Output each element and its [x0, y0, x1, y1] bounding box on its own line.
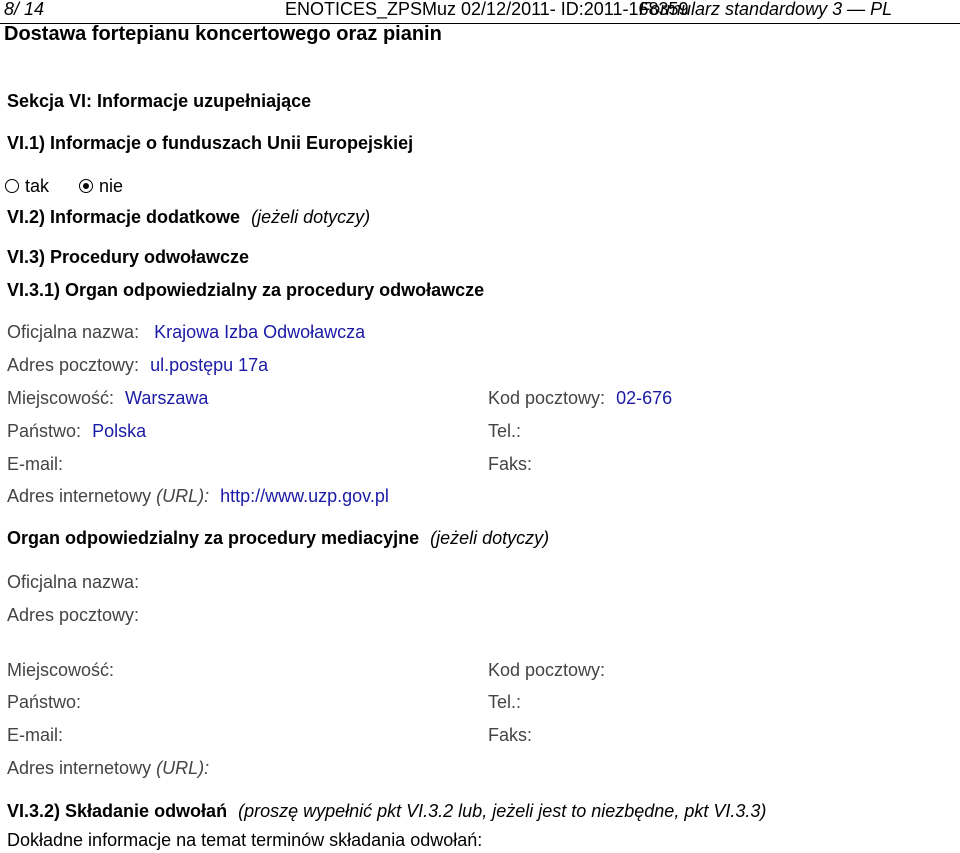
mediation-label: Organ odpowiedzialny za procedury mediacyjne — [7, 528, 420, 548]
city-value: Warszawa — [125, 388, 209, 408]
document-title: Dostawa fortepianu koncertowego oraz pianin — [4, 23, 442, 45]
med-postcode-label: Kod pocztowy: — [488, 660, 606, 680]
official-name-label: Oficjalna nazwa: — [7, 322, 140, 342]
vi2-note: (jeżeli dotyczy) — [251, 207, 371, 227]
radio-tak-label: tak — [25, 176, 50, 196]
eu-funds-options — [5, 176, 123, 197]
med-country-label: Państwo: — [7, 692, 82, 712]
med-official-name-label: Oficjalna nazwa: — [7, 572, 140, 592]
page-number: 8/ 14 — [4, 0, 45, 19]
mediation-heading — [7, 528, 549, 549]
med-url-row — [7, 758, 209, 779]
vi32-row — [7, 801, 766, 822]
url-value[interactable]: http://www.uzp.gov.pl — [220, 486, 389, 506]
med-fax-label: Faks: — [488, 725, 533, 745]
vi32-note: (proszę wypełnić pkt VI.3.2 lub, jeżeli jest to niezbędne, pkt VI.3.3) — [238, 801, 767, 821]
vi31-url-row — [7, 486, 389, 507]
radio-nie[interactable] — [79, 179, 93, 193]
tel-label: Tel.: — [488, 421, 522, 441]
med-url-label: Adres internetowy — [7, 758, 152, 778]
med-url-label-suffix: (URL): — [156, 758, 210, 778]
vi3-label: VI.3) Procedury odwoławcze — [7, 247, 250, 267]
vi32-label: VI.3.2) Składanie odwołań — [7, 801, 228, 821]
vi31-label: VI.3.1) Organ odpowiedzialny za procedury odwoławcze — [7, 280, 485, 300]
fax-label: Faks: — [488, 454, 533, 474]
country-label: Państwo: — [7, 421, 82, 441]
city-label: Miejscowość: — [7, 388, 115, 408]
vi1-label: VI.1) Informacje o funduszach Unii Europejskiej — [7, 133, 414, 153]
country-value: Polska — [92, 421, 147, 441]
med-email-label: E-mail: — [7, 725, 64, 745]
form-type: Formularz standardowy 3 — PL — [639, 0, 893, 19]
med-city-label: Miejscowość: — [7, 660, 115, 680]
notice-id: ENOTICES_ZPSMuz 02/12/2011- ID:2011-168359 — [285, 0, 689, 19]
vi2-row — [7, 207, 370, 228]
section-title: Sekcja VI: Informacje uzupełniające — [7, 91, 312, 111]
official-name-value: Krajowa Izba Odwoławcza — [154, 322, 366, 342]
vi31-address-row — [7, 355, 268, 376]
address-value: ul.postępu 17a — [150, 355, 269, 375]
url-label: Adres internetowy — [7, 486, 152, 506]
vi31-name-row — [7, 322, 365, 343]
postcode-label: Kod pocztowy: — [488, 388, 606, 408]
med-tel-label: Tel.: — [488, 692, 522, 712]
vi31-country-row — [7, 421, 146, 442]
radio-nie-label: nie — [99, 176, 124, 196]
email-label: E-mail: — [7, 454, 64, 474]
med-address-label: Adres pocztowy: — [7, 605, 140, 625]
address-label: Adres pocztowy: — [7, 355, 140, 375]
vi2-label: VI.2) Informacje dodatkowe — [7, 207, 241, 227]
mediation-note: (jeżeli dotyczy) — [430, 528, 550, 548]
url-label-suffix: (URL): — [156, 486, 210, 506]
postcode-value: 02-676 — [616, 388, 673, 408]
details-text: Dokładne informacje na temat terminów składania odwołań: — [7, 830, 483, 850]
radio-tak[interactable] — [5, 179, 19, 193]
vi31-city-row — [7, 388, 208, 409]
page-header — [0, 0, 960, 48]
vi31-postcode-row — [488, 388, 672, 409]
